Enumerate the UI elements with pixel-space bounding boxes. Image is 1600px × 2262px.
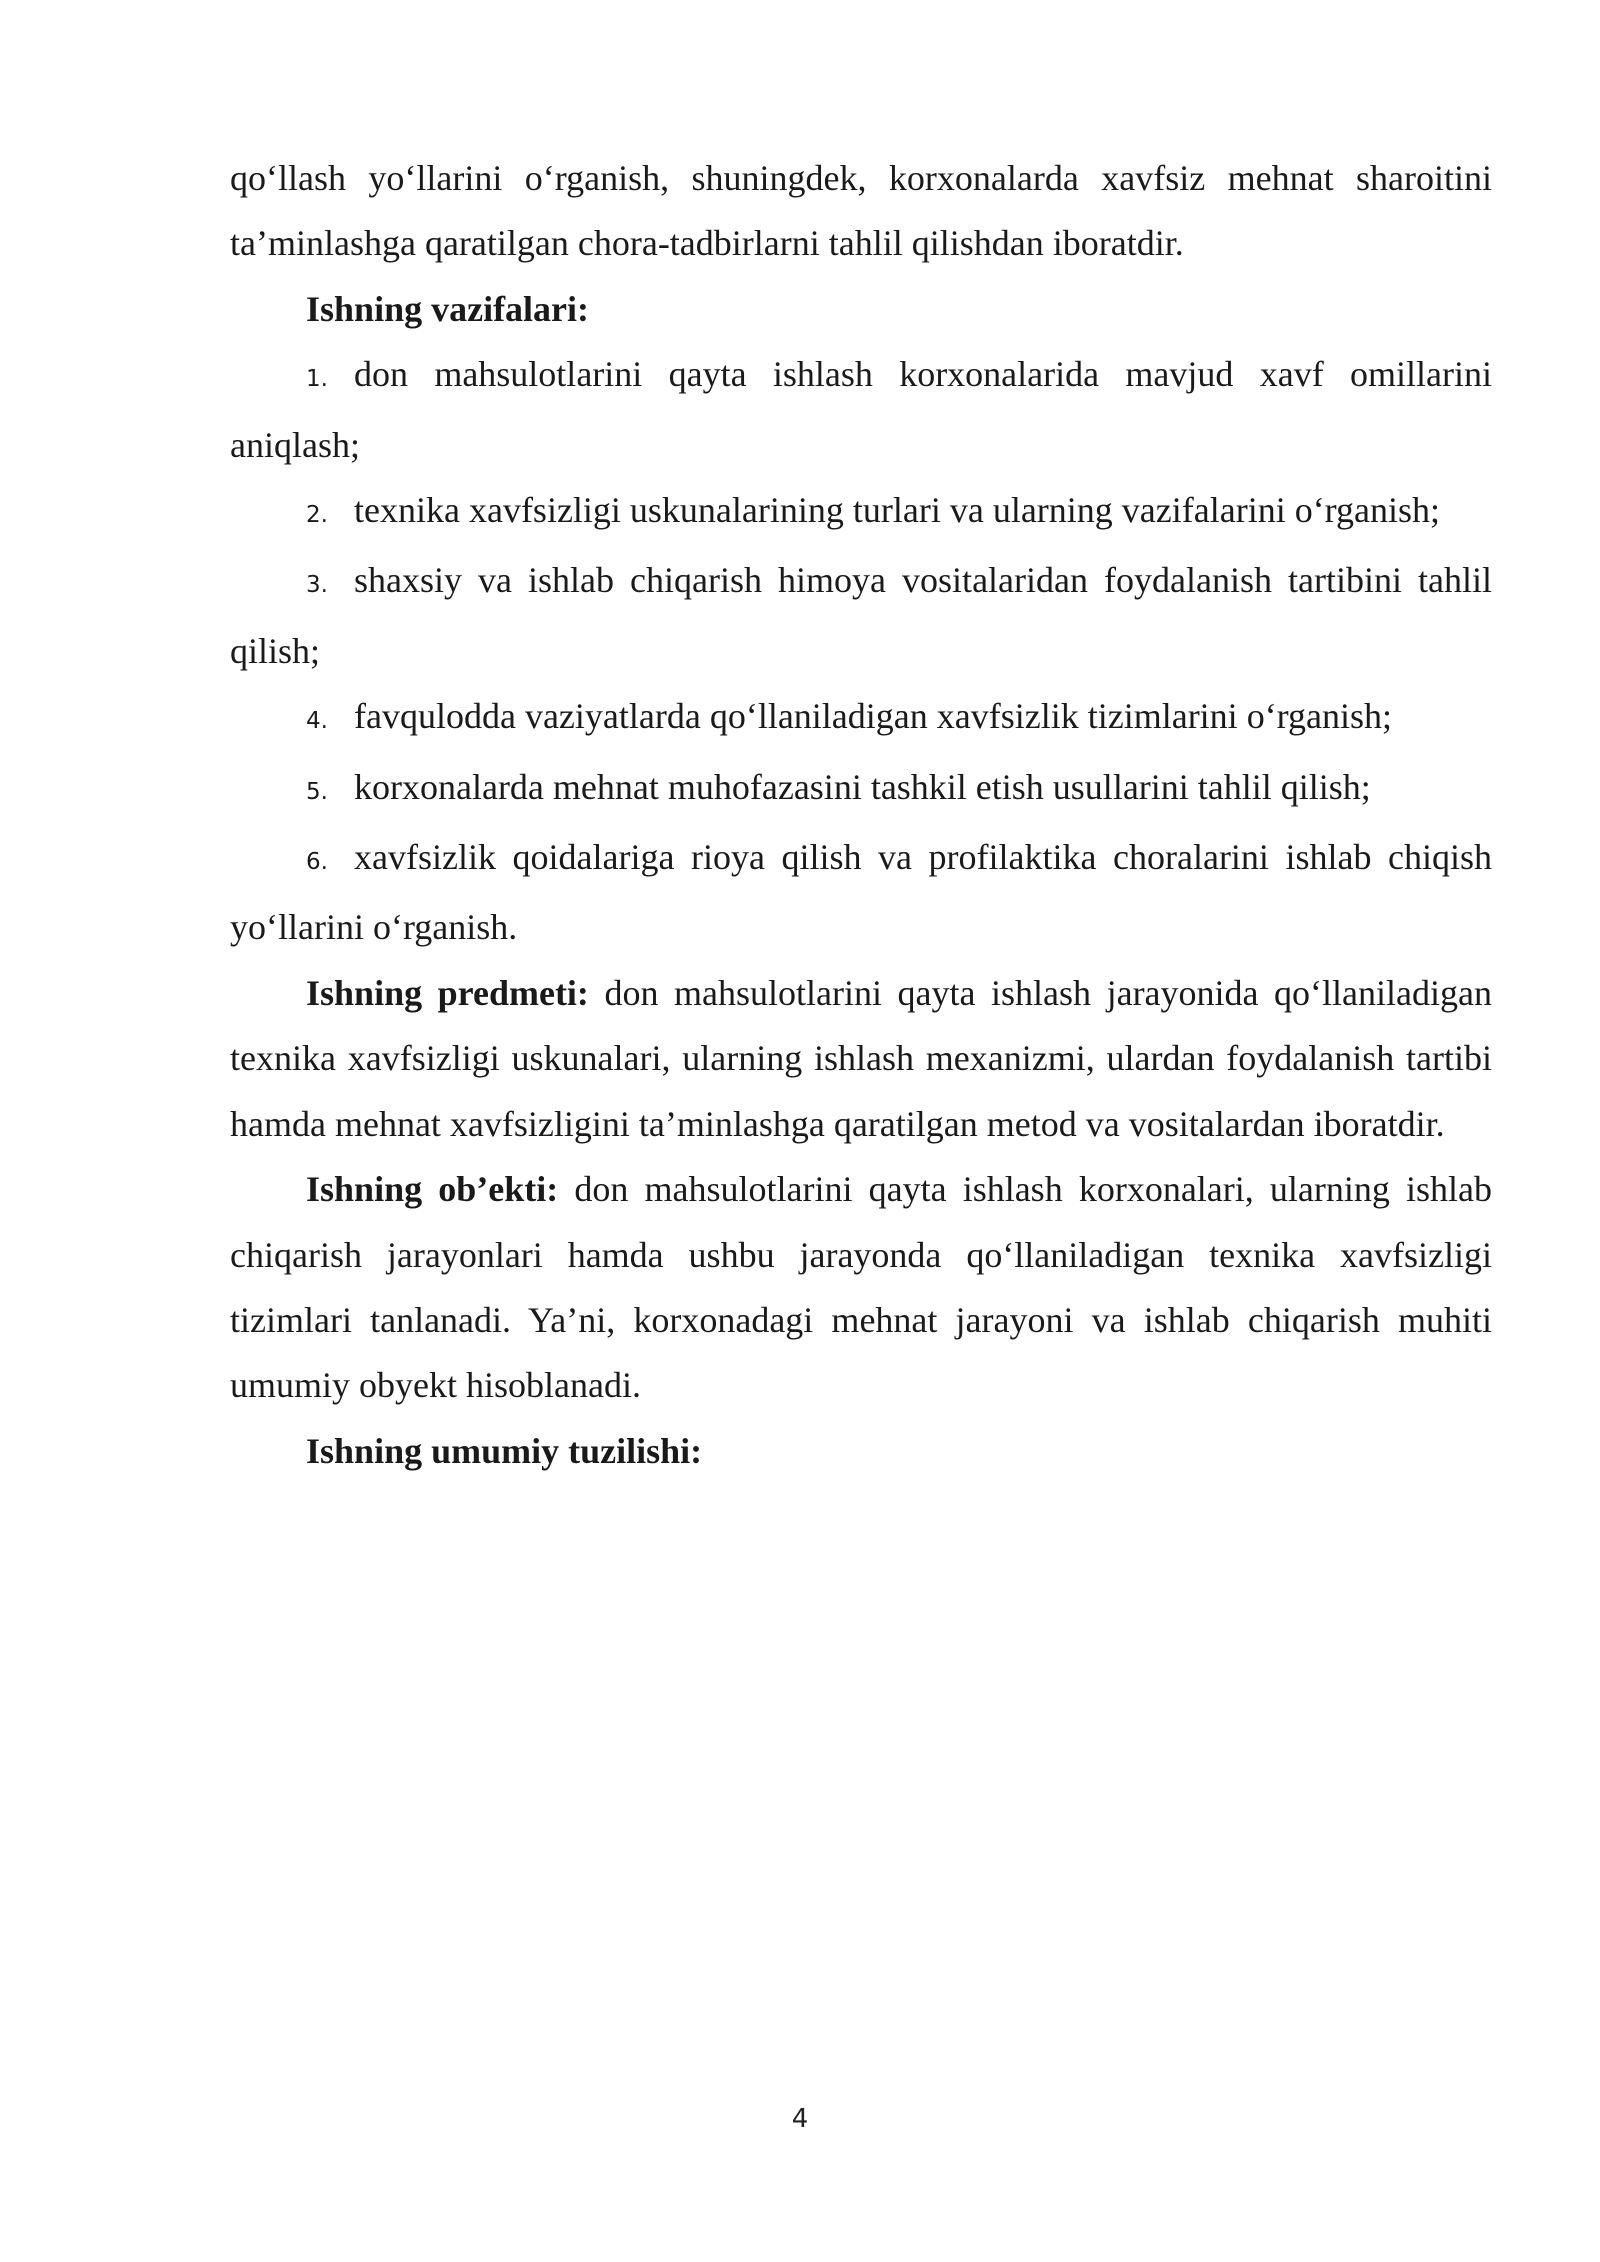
list-item-number: 2. (306, 502, 328, 529)
object-text: don mahsulotlarini qayta ishlash korxonalari, ularning ishlab chiqarish jarayonlari hamda ushbu jarayonda qo‘llaniladigan texnika xavfsizligi tizimlari tanlanadi. Ya’ni, korxonadagi mehnat jarayoni va ishlab chiqarish muhiti umumiy obyekt hisoblanadi. (230, 1169, 1493, 1406)
list-item (230, 548, 1492, 684)
subject-label: Ishning predmeti: (306, 972, 589, 1013)
list-item-text: shaxsiy va ishlab chiqarish himoya vositalaridan foydalanish tartibini tahlil qilish; (230, 560, 1492, 671)
page-number: 4 (791, 2104, 809, 2134)
object-label: Ishning ob’ekti: (306, 1169, 559, 1210)
intro-paragraph: qo‘llash yo‘llarini o‘rganish, shuningdek, korxonalarda xavfsiz mehnat sharoitini ta’minlashga qaratilgan chora-tadbirlarni tahlil qilishdan iboratdir. (230, 158, 1492, 264)
list-item-number: 3. (306, 572, 328, 599)
list-item-text: don mahsulotlarini qayta ishlash korxonalarida mavjud xavf omillarini aniqlash; (230, 354, 1492, 465)
list-item-number: 5. (306, 778, 328, 805)
structure-heading: Ishning umumiy tuzilishi: (306, 1430, 703, 1471)
list-item-text: xavfsizlik qoidalariga rioya qilish va profilaktika choralarini ishlab chiqish yo‘llarini o‘rganish. (230, 837, 1492, 948)
list-item-text: texnika xavfsizligi uskunalarining turlari va ularning vazifalarini o‘rganish; (354, 490, 1441, 531)
tasks-heading: Ishning vazifalari: (306, 288, 590, 329)
body-text (230, 146, 1492, 1484)
subject-paragraph (230, 961, 1492, 1157)
list-item (230, 342, 1492, 478)
list-item-text: korxonalarda mehnat muhofazasini tashkil etish usullarini tahlil qilish; (354, 766, 1371, 807)
list-item (230, 825, 1492, 961)
list-item (230, 755, 1492, 825)
list-item-number: 6. (306, 849, 328, 876)
list-item-text: favqulodda vaziyatlarda qo‘llaniladigan xavfsizlik tizimlarini o‘rganish; (354, 696, 1393, 737)
object-paragraph (230, 1157, 1492, 1419)
list-item-number: 4. (306, 708, 328, 735)
list-item (230, 478, 1492, 548)
list-item (230, 684, 1492, 754)
subject-text: don mahsulotlarini qayta ishlash jarayonida qo‘llaniladigan texnika xavfsizligi uskunalari, ularning ishlash mexanizmi, ulardan foydalanish tartibi hamda mehnat xavfsizligini ta’minlashga qaratilgan metod va vositalardan iboratdir. (230, 972, 1492, 1144)
list-item-number: 1. (306, 366, 328, 393)
